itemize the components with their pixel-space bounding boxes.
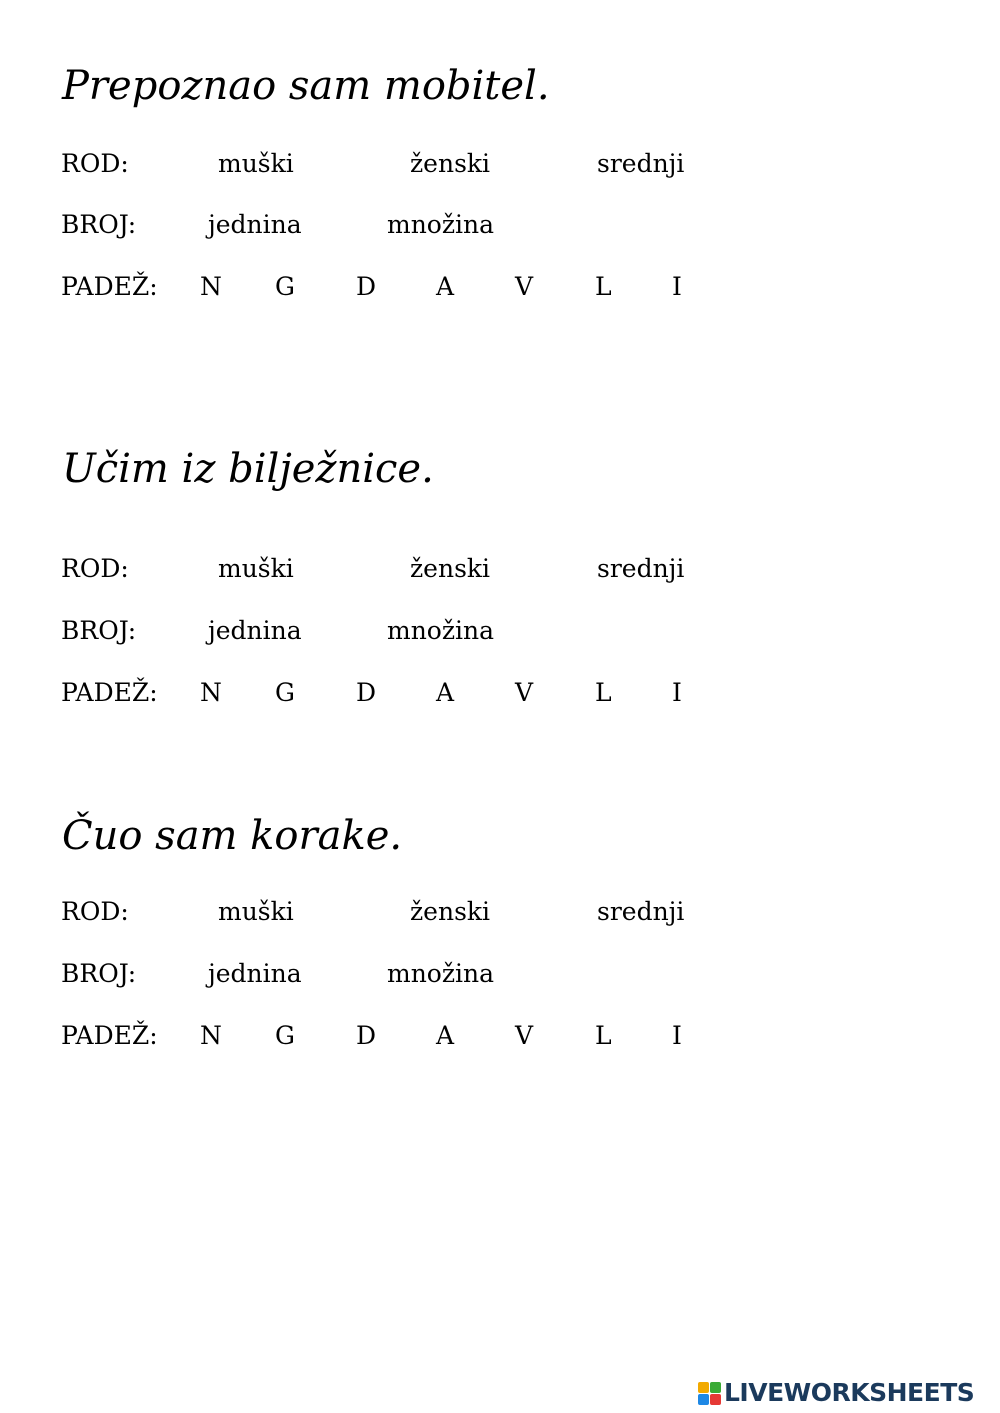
rod-option-zenski[interactable]: ženski bbox=[410, 554, 491, 583]
logo-square-4 bbox=[710, 1394, 721, 1405]
logo-text: LIVEWORKSHEETS bbox=[724, 1378, 975, 1407]
padez-option-l[interactable]: L bbox=[595, 678, 612, 707]
rod-option-zenski[interactable]: ženski bbox=[410, 149, 491, 178]
padez-option-d[interactable]: D bbox=[356, 272, 377, 301]
rod-row bbox=[0, 553, 1000, 585]
broj-option-jednina[interactable]: jednina bbox=[208, 959, 302, 988]
padez-option-a[interactable]: A bbox=[436, 272, 455, 301]
rod-option-muski[interactable]: muški bbox=[218, 897, 294, 926]
padez-option-n[interactable]: N bbox=[200, 678, 222, 707]
padez-option-l[interactable]: L bbox=[595, 272, 612, 301]
padez-label: PADEŽ: bbox=[61, 678, 158, 707]
broj-label: BROJ: bbox=[61, 959, 137, 988]
padez-option-a[interactable]: A bbox=[436, 678, 455, 707]
padez-option-i[interactable]: I bbox=[672, 1021, 682, 1050]
padez-option-v[interactable]: V bbox=[515, 272, 534, 301]
padez-option-d[interactable]: D bbox=[356, 1021, 377, 1050]
padez-row bbox=[0, 1020, 1000, 1052]
broj-option-mnozina[interactable]: množina bbox=[387, 616, 495, 645]
rod-row bbox=[0, 148, 1000, 180]
rod-option-zenski[interactable]: ženski bbox=[410, 897, 491, 926]
rod-row bbox=[0, 896, 1000, 928]
padez-option-a[interactable]: A bbox=[436, 1021, 455, 1050]
logo-icon bbox=[698, 1382, 721, 1405]
padez-option-i[interactable]: I bbox=[672, 678, 682, 707]
exercise-sentence: Čuo sam korake. bbox=[62, 813, 403, 859]
broj-option-mnozina[interactable]: množina bbox=[387, 959, 495, 988]
rod-option-srednji[interactable]: srednji bbox=[597, 554, 685, 583]
liveworksheets-logo bbox=[698, 1378, 974, 1408]
broj-label: BROJ: bbox=[61, 616, 137, 645]
broj-row bbox=[0, 958, 1000, 990]
padez-row bbox=[0, 677, 1000, 709]
padez-label: PADEŽ: bbox=[61, 272, 158, 301]
padez-option-v[interactable]: V bbox=[515, 678, 534, 707]
rod-option-muski[interactable]: muški bbox=[218, 149, 294, 178]
broj-option-jednina[interactable]: jednina bbox=[208, 210, 302, 239]
broj-row bbox=[0, 209, 1000, 241]
logo-square-1 bbox=[698, 1382, 709, 1393]
padez-option-g[interactable]: G bbox=[275, 272, 295, 301]
rod-label: ROD: bbox=[61, 149, 129, 178]
broj-option-mnozina[interactable]: množina bbox=[387, 210, 495, 239]
rod-label: ROD: bbox=[61, 897, 129, 926]
exercise-sentence: Prepoznao sam mobitel. bbox=[62, 63, 550, 109]
rod-option-srednji[interactable]: srednji bbox=[597, 149, 685, 178]
padez-option-d[interactable]: D bbox=[356, 678, 377, 707]
logo-square-3 bbox=[698, 1394, 709, 1405]
broj-label: BROJ: bbox=[61, 210, 137, 239]
rod-option-muski[interactable]: muški bbox=[218, 554, 294, 583]
padez-option-l[interactable]: L bbox=[595, 1021, 612, 1050]
padez-row bbox=[0, 271, 1000, 303]
padez-option-i[interactable]: I bbox=[672, 272, 682, 301]
rod-label: ROD: bbox=[61, 554, 129, 583]
padez-option-g[interactable]: G bbox=[275, 1021, 295, 1050]
rod-option-srednji[interactable]: srednji bbox=[597, 897, 685, 926]
logo-square-2 bbox=[710, 1382, 721, 1393]
padez-option-n[interactable]: N bbox=[200, 272, 222, 301]
padez-option-v[interactable]: V bbox=[515, 1021, 534, 1050]
padez-option-g[interactable]: G bbox=[275, 678, 295, 707]
broj-option-jednina[interactable]: jednina bbox=[208, 616, 302, 645]
broj-row bbox=[0, 615, 1000, 647]
padez-option-n[interactable]: N bbox=[200, 1021, 222, 1050]
exercise-sentence: Učim iz bilježnice. bbox=[62, 446, 434, 492]
padez-label: PADEŽ: bbox=[61, 1021, 158, 1050]
